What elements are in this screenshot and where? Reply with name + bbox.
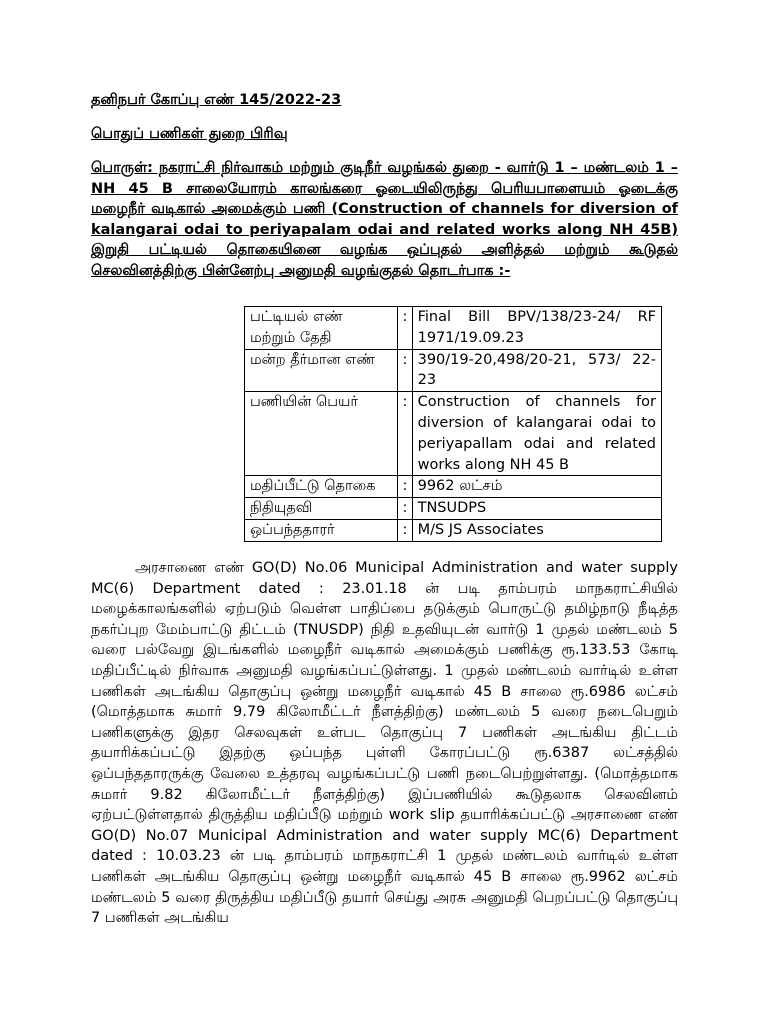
- row-value: Construction of channels for diversion of kalangarai odai to periyapallam odai and related works along NH 45 B: [412, 392, 661, 476]
- row-value: TNSUDPS: [412, 498, 661, 520]
- row-value: 390/19-20,498/20-21, 573/ 22-23: [412, 349, 661, 392]
- row-separator: :: [398, 307, 412, 350]
- row-separator: :: [398, 349, 412, 392]
- row-value: Final Bill BPV/138/23-24/ RF 1971/19.09.23: [412, 307, 661, 350]
- row-label: பட்டியல் எண் மற்றும் தேதி: [245, 307, 398, 350]
- table-row: [245, 349, 662, 392]
- row-value: 9962 லட்சம்: [412, 476, 661, 498]
- row-separator: :: [398, 519, 412, 541]
- row-label: பணியின் பெயர்: [245, 392, 398, 476]
- row-value: M/S JS Associates: [412, 519, 661, 541]
- row-label: நிதியுதவி: [245, 498, 398, 520]
- body-paragraph: அரசாணை எண் GO(D) No.06 Municipal Administration and water supply MC(6) Department dated : 23.01.18 ன் படி தாம்பரம் மாநகராட்சியில் மழைக்காலங்களில் ஏற்படும் வெள்ள பாதிப்பை தடுக்கும் பொருட்டு தமிழ்நாடு நீடித்த நகர்ப்புற மேம்பாட்டு திட்டம் (TNUSDP) நிதி உதவியுடன் வார்டு 1 முதல் மண்டலம் 5 வரை பல்வேறு இடங்களில் மழைநீர் வடிகால் அமைக்கும் பணிக்கு ரூ.133.53 கோடி மதிப்பீட்டில் நிர்வாக அனுமதி வழங்கப்பட்டுள்ளது. 1 முதல் மண்டலம் வார்டில் உள்ள பணிகள் அடங்கிய தொகுப்பு ஒன்று மழைநீர் வடிகால் 45 B சாலை ரூ.6986 லட்சம் (மொத்தமாக சுமார் 9.79 கிலோமீட்டர் நீளத்திற்கு) மண்டலம் 5 வரை நடைபெறும் பணிகளுக்கு இதர செலவுகள் உள்பட தொகுப்பு 7 பணிகள் அடங்கிய திட்டம் தயாரிக்கப்பட்டு இதற்கு ஒப்பந்த புள்ளி கோரப்பட்டு ரூ.6387 லட்சத்தில் ஒப்பந்ததாரருக்கு வேலை உத்தரவு வழங்கப்பட்டு பணி நடைபெற்றுள்ளது. (மொத்தமாக சுமார் 9.82 கிலோமீட்டர் நீளத்திற்கு) இப்பணியில் கூடுதலாக செலவினம் ஏற்பட்டுள்ளதால் திருத்திய மதிப்பீடு மற்றும் work slip தயாரிக்கப்பட்டு அரசாணை எண் GO(D) No.07 Municipal Administration and water supply MC(6) Department dated : 10.03.23 ன் படி தாம்பரம் மாநகராட்சி 1 முதல் மண்டலம் வார்டில் உள்ள பணிகள் அடங்கிய தொகுப்பு ஒன்று மழைநீர் வடிகால் 45 B சாலை ரூ.9962 லட்சம் மண்டலம் 5 வரை திருத்திய மதிப்பீடு தயார் செய்து அரசு அனுமதி பெறப்பட்டு தொகுப்பு 7 பணிகள் அடங்கிய: [91, 560, 678, 927]
- office-line: பொதுப் பணிகள் துறை பிரிவு: [91, 126, 288, 142]
- file-reference: தனிநபர் கோப்பு எண் 145/2022-23: [91, 92, 342, 108]
- row-separator: :: [398, 476, 412, 498]
- row-label: மதிப்பீட்டு தொகை: [245, 476, 398, 498]
- subject-paragraph: பொருள்: நகராட்சி நிர்வாகம் மற்றும் குடிநீர் வழங்கல் துறை - வார்டு 1 – மண்டலம் 1 – NH 45 B சாலையோரம் காலங்கரை ஓடையிலிருந்து பெரியபாளையம் ஓடைக்கு மழைநீர் வடிகால் அமைக்கும் பணி (Construction of channels for diversion of kalangarai odai to periyapalam odai and related works along NH 45B) இறுதி பட்டியல் தொகையினை வழங்க ஒப்புதல் அளித்தல் மற்றும் கூடுதல் செலவினத்திற்கு பின்னேற்பு அனுமதி வழங்குதல் தொடர்பாக :-: [91, 160, 678, 279]
- row-label: மன்ற தீர்மான எண்: [245, 349, 398, 392]
- table-row: [245, 498, 662, 520]
- row-label: ஒப்பந்ததாரர்: [245, 519, 398, 541]
- table-row: [245, 392, 662, 476]
- table-row: [245, 307, 662, 350]
- table-row: [245, 519, 662, 541]
- row-separator: :: [398, 498, 412, 520]
- bill-details-table: [244, 306, 662, 542]
- row-separator: :: [398, 392, 412, 476]
- table-row: [245, 476, 662, 498]
